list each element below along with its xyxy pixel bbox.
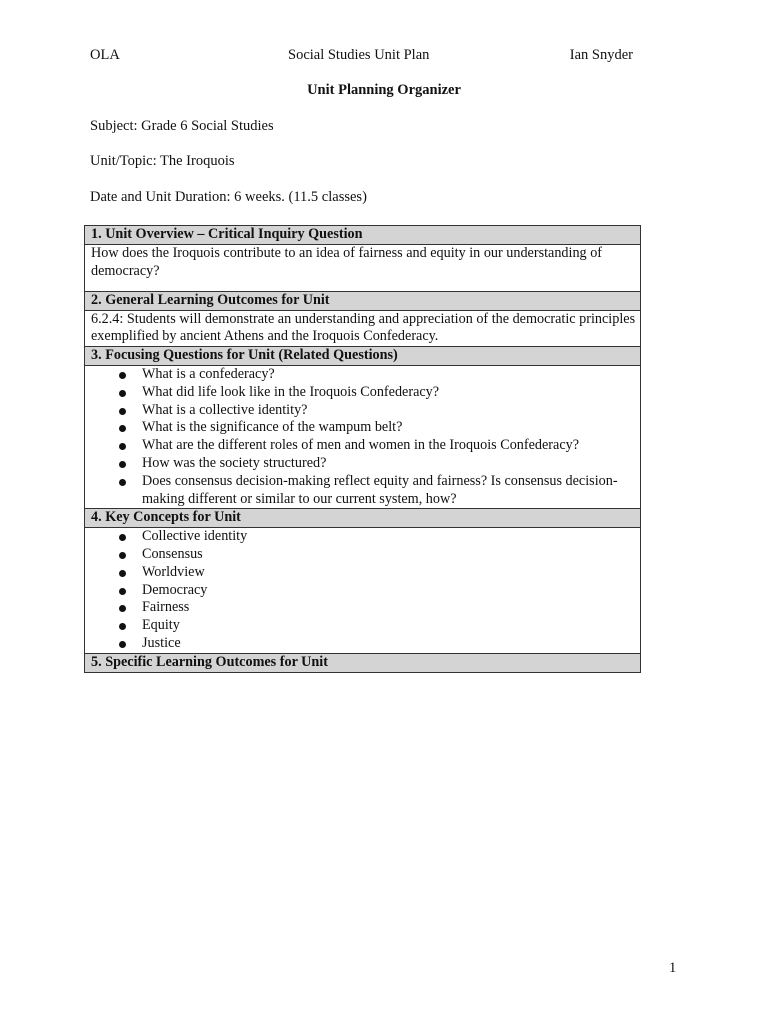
focusing-questions-list [91,366,640,508]
list-item: What is a collective identity? [113,402,640,420]
key-concepts-list [91,528,640,653]
list-item: How was the society structured? [113,455,640,473]
section-body-focusing-questions [85,365,641,508]
section-heading-key-concepts: 4. Key Concepts for Unit [85,509,641,528]
section-heading-overview: 1. Unit Overview – Critical Inquiry Question [85,226,641,245]
header-school: OLA [90,47,120,63]
section-body-overview: How does the Iroquois contribute to an idea of fairness and equity in our understanding of democracy? [85,244,641,291]
list-item: Worldview [113,564,640,582]
section-heading-specific-outcomes: 5. Specific Learning Outcomes for Unit [85,653,641,672]
list-item: What is the significance of the wampum belt? [113,419,640,437]
list-item: What did life look like in the Iroquois Confederacy? [113,384,640,402]
page-number: 1 [669,960,677,976]
list-item: What is a confederacy? [113,366,640,384]
section-heading-general-outcomes: 2. General Learning Outcomes for Unit [85,291,641,310]
list-item: Collective identity [113,528,640,546]
section-body-key-concepts [85,528,641,654]
list-item: What are the different roles of men and women in the Iroquois Confederacy? [113,437,640,455]
header-author: Ian Snyder [569,47,633,63]
page-header [90,47,633,67]
list-item: Fairness [113,599,640,617]
section-heading-focusing-questions: 3. Focusing Questions for Unit (Related Questions) [85,347,641,366]
date-duration-line: Date and Unit Duration: 6 weeks. (11.5 classes) [90,189,367,205]
unit-planning-table [84,225,641,673]
list-item: Does consensus decision-making reflect equity and fairness? Is consensus decision-making different or similar to our current system, how? [113,473,640,509]
list-item: Democracy [113,582,640,600]
document-title: Unit Planning Organizer [307,82,461,98]
list-item: Equity [113,617,640,635]
unit-topic-line: Unit/Topic: The Iroquois [90,153,235,169]
header-document-name: Social Studies Unit Plan [288,47,430,63]
section-body-general-outcomes: 6.2.4: Students will demonstrate an understanding and appreciation of the democratic principles exemplified by ancient Athens and the Iroquois Confederacy. [85,310,641,347]
subject-line: Subject: Grade 6 Social Studies [90,118,274,134]
list-item: Justice [113,635,640,653]
list-item: Consensus [113,546,640,564]
